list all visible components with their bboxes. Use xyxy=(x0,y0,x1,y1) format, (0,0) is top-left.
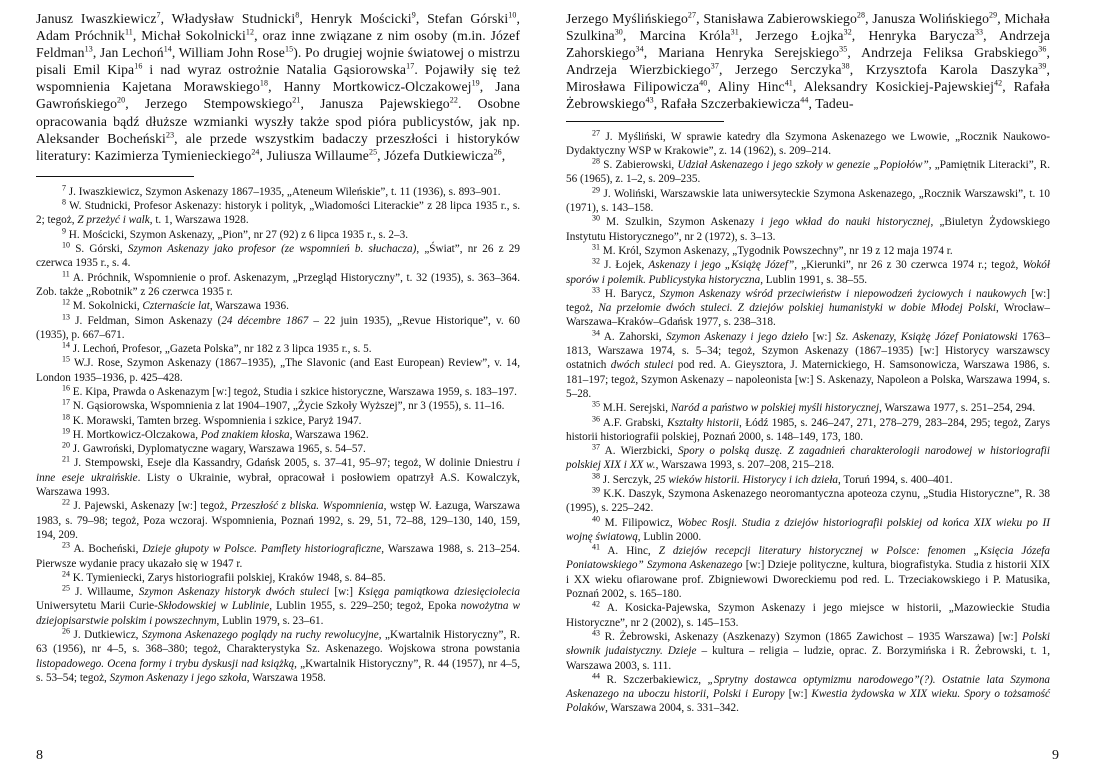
footnote-ref: 7 xyxy=(62,183,66,193)
footnote xyxy=(566,401,1050,415)
text-run: A. Zahorski, xyxy=(600,330,666,343)
footnote-ref: 39 xyxy=(1038,61,1047,71)
page-number-right: 9 xyxy=(1052,748,1059,763)
footnote xyxy=(566,470,1050,487)
text-run: , Lublin 1979, s. 23–61. xyxy=(216,614,324,627)
text-run: S. Górski, xyxy=(70,243,128,256)
footnote xyxy=(566,630,1050,673)
text-run: M. Sokolnicki, xyxy=(70,300,143,313)
italic-run: listopadowego. Ocena formy i trybu dyskusji nad książką xyxy=(36,657,295,670)
footnote xyxy=(566,287,1050,330)
italic-run: nowożytna w dziejopisarstwie polskim i powszechnym xyxy=(36,600,520,627)
footnote-ref: 28 xyxy=(592,156,600,166)
footnote-ref: 21 xyxy=(62,454,70,464)
footnote-ref: 13 xyxy=(62,311,70,321)
footnote xyxy=(36,299,520,313)
footnote xyxy=(566,513,1050,545)
footnote-ref: 12 xyxy=(245,27,255,37)
footnote-ref: 9 xyxy=(62,226,66,235)
text-run: , Wrocław–Warszawa–Kraków–Gdańsk 1977, s. 238–318. xyxy=(566,302,1050,329)
text-run: , Warszawa 1977, s. 251–254, 294. xyxy=(879,402,1036,415)
footnote xyxy=(566,258,1050,287)
italic-run: Szymon Askenazy i jego dzieło xyxy=(665,330,809,343)
text-run: , Warszawa 1936. xyxy=(209,300,289,313)
footnote-ref: 34 xyxy=(592,327,600,337)
italic-run: Udział Askenazego i jego szkoły w genezie „Popiołów” xyxy=(677,159,929,172)
footnote xyxy=(36,268,520,300)
footnote-ref: 33 xyxy=(592,285,600,295)
italic-run: Dzieje głupoty w Polsce. Pamflety historiograficzne xyxy=(142,543,382,556)
italic-run: Szymon Askenazy historyk dwóch stuleci xyxy=(138,586,330,599)
text-run: , Józefa Dutkiewicza xyxy=(377,147,494,163)
text-run: , Władysław Studnicki xyxy=(160,11,296,26)
footnote-ref: 19 xyxy=(471,78,480,88)
footnote-ref: 8 xyxy=(295,10,300,20)
text-run: . Listy o Ukrainie, wybrał, opracował i posłowiem opatrzył A.S. Kowalczyk, Warszawa 1993. xyxy=(36,471,520,499)
footnote-ref: 42 xyxy=(592,599,600,609)
footnote xyxy=(566,673,1050,716)
text-run: A.F. Grabski, xyxy=(600,416,668,429)
footnote-ref: 42 xyxy=(993,78,1003,88)
footnote xyxy=(566,413,1050,445)
text-run: , Warszawa 1988, s. 213–254. Pierwsze wydanie pracy ukazało się w 1947 r. xyxy=(36,543,520,570)
text-run: , wstęp W. Łazuga, Warszawa 1983, s. 79–98; tegoż, Poza wczoraj. Wspomnienia, Poznań 1992, s. 29, 51, 72–88, 129–130, 140, 159, 194, 209. xyxy=(36,500,521,541)
footnote-ref: 32 xyxy=(843,27,852,37)
text-run: K.K. Daszyk, Szymona Askenazego neoromantyczna apoteoza czynu, „Studia Historyczne”, R. 38 (1995), s. 225–242. xyxy=(566,487,1050,515)
text-run: , Henryka Barycza xyxy=(851,28,975,44)
footnote-ref: 17 xyxy=(406,61,415,71)
footnote-ref: 7 xyxy=(156,10,161,20)
text-run: , ale przede wszystkim badaczy przeszłości i historyków literatury: Kazimierza Tymienieckiego xyxy=(36,130,520,163)
text-run: , Toruń 1994, s. 400–401. xyxy=(838,473,953,486)
text-run: J. Łojek, xyxy=(600,259,649,272)
italic-run: Szymon Askenazy jako profesor (ze wspomnień b. słuchacza) xyxy=(127,243,417,256)
italic-run: Na przełomie dwóch stuleci. Z dziejów polskiej humanistyki w dobie Młodej Polski xyxy=(598,302,996,315)
footnote-ref: 27 xyxy=(592,127,600,137)
text-run: [w:] xyxy=(329,586,359,599)
text-run: J. Lechoń, Profesor, „Gazeta Polska”, nr 182 z 3 lipca 1935 r., s. 5. xyxy=(70,343,372,356)
text-run: , Jan Lechoń xyxy=(92,45,164,61)
text-run: , Michał Sokolnicki xyxy=(132,28,246,44)
text-run: , Mariana Henryka Serejskiego xyxy=(643,45,840,61)
footnote-separator xyxy=(566,121,724,122)
italic-run: 25 wieków historii. Historycy i ich dzieła xyxy=(654,473,839,486)
text-run: , Jerzego Stempowskiego xyxy=(125,96,293,112)
text-run: N. Gąsiorowska, Wspomnienia z lat 1904–1907, „Życie Szkoły Wyższej”, nr 3 (1955), s. 11–16. xyxy=(70,400,505,413)
footnote-ref: 31 xyxy=(730,27,739,37)
footnote xyxy=(36,228,520,242)
italic-run: Z dziejów recepcji literatury historycznej w Polsce: fenomen „Księcia Józefa Poniatowskiego” Szymona Askenazego xyxy=(566,545,1050,572)
footnote-ref: 40 xyxy=(592,513,600,523)
footnote-ref: 16 xyxy=(62,383,70,393)
text-run: , Tadeu- xyxy=(808,96,854,112)
text-run: A. Bocheński, xyxy=(70,543,143,556)
italic-run: Kwestia żydowska w XIX wieku. Spory o tożsamość Polaków xyxy=(566,688,1050,715)
footnote-ref: 26 xyxy=(493,147,502,157)
text-run: , „Kwartalnik Historyczny”, R. 63 (1956), nr 4–5, s. 368–380; tegoż, Charakterystyka Sz. Askenazego. Wojskowa strona powstania xyxy=(36,629,520,656)
footnote-ref: 21 xyxy=(292,95,301,105)
footnote-ref: 13 xyxy=(84,44,93,54)
text-run: i nad wyraz ostrożnie Natalia Gąsiorowska xyxy=(142,62,407,78)
text-run: , „Kwartalnik Historyczny”, R. 44 (1957), nr 4–5, s. 53–54; tegoż, xyxy=(36,657,520,684)
text-run: M. Szulkin, Szymon Askenazy xyxy=(600,216,761,229)
text-run: H. Mortkowicz-Olczakowa, xyxy=(70,428,201,441)
text-run: , „Pamiętnik Literacki”, R. 56 (1965), z. 1–2, s. 209–235. xyxy=(566,159,1050,186)
footnote-ref: 14 xyxy=(163,44,172,54)
text-run: Jerzego Myślińskiego xyxy=(566,11,688,26)
footnote xyxy=(36,499,520,542)
footnote-ref: 14 xyxy=(62,340,70,350)
footnote-ref: 44 xyxy=(800,95,809,105)
footnote-ref: 10 xyxy=(62,240,70,250)
footnote-ref: 25 xyxy=(368,147,378,157)
text-run: R. Szczerbakiewicz, xyxy=(600,673,708,686)
italic-run: „Sprytny dostawca optymizmu narodowego”(?). Ostatnie lata Szymona Askenazego na uboczu historii, Polski i Europy xyxy=(566,673,1051,701)
footnote-ref: 43 xyxy=(645,95,654,105)
text-run: , Mirosława Filipowicza xyxy=(566,62,1051,95)
text-run: . Pojawiły się też wspomnienia Kajetana Morawskiego xyxy=(36,62,521,95)
text-run: , Warszawa 1958. xyxy=(246,671,326,684)
footnote xyxy=(36,399,520,413)
italic-run: dwóch stuleci xyxy=(610,359,674,372)
footnote xyxy=(36,456,520,499)
footnote-ref: 35 xyxy=(592,399,600,409)
footnote-ref: 37 xyxy=(592,442,600,452)
text-run: , Krzysztofa Karola Daszyka xyxy=(849,62,1039,78)
italic-run: Sz. Askenazy, Książę Józef Poniatowski xyxy=(835,330,1018,343)
left-footnotes xyxy=(36,185,520,685)
text-run: . Osobne opracowania bądź dłuższe wzmianki wyszły także spod pióra publicystów, jak np. Aleksander Bocheński xyxy=(36,96,521,146)
footnote xyxy=(36,311,520,343)
text-run: H. Barycz, xyxy=(600,287,661,300)
footnote-ref: 23 xyxy=(62,540,70,550)
text-run: , Stefan Górski xyxy=(415,11,509,26)
footnote-ref: 22 xyxy=(449,95,458,105)
text-run: J. Feldman, Simon Askenazy ( xyxy=(70,314,222,327)
text-run: A. Wierzbicki, xyxy=(600,445,678,458)
text-run: , Hanny Mortkowicz-Olczakowej xyxy=(268,79,472,95)
right-page xyxy=(566,10,1050,716)
footnote-ref: 30 xyxy=(614,27,623,37)
text-run: , Adam Próchnik xyxy=(36,11,520,44)
footnote-ref: 22 xyxy=(62,497,70,507)
footnote-ref: 19 xyxy=(62,426,70,436)
text-run: , Henryk Mościcki xyxy=(299,11,412,26)
footnote xyxy=(36,411,520,428)
text-run: , Lublin 2000. xyxy=(637,530,702,543)
text-run: Janusz Iwaszkiewicz xyxy=(36,11,157,26)
text-run: M. Król, Szymon Askenazy, „Tygodnik Powszechny”, nr 19 z 12 maja 1974 r. xyxy=(600,244,953,257)
footnote-ref: 40 xyxy=(699,78,708,88)
left-page xyxy=(36,10,520,685)
text-run: K. Tymieniecki, Zarys historiografii polskiej, Kraków 1948, s. 84–85. xyxy=(70,571,386,584)
footnote xyxy=(566,244,1050,258)
text-run: , Rafała Żebrowskiego xyxy=(566,79,1050,112)
italic-run: i inne eseje ukraińskie xyxy=(36,457,520,484)
footnote xyxy=(566,215,1050,244)
text-run: , Andrzeja Feliksa Grabskiego xyxy=(847,45,1039,61)
text-run: M.H. Serejski, xyxy=(600,402,671,415)
footnote-ref: 12 xyxy=(62,297,70,307)
footnote-ref: 27 xyxy=(687,10,697,20)
footnote xyxy=(36,356,520,385)
italic-run: i jego wkład do nauki historycznej xyxy=(760,216,931,229)
footnote-ref: 34 xyxy=(635,44,644,54)
italic-run: Szymona Askenazego poglądy na ruchy rewolucyjne xyxy=(141,629,379,642)
italic-run: Szymon Askenazy wśród przeciwieństw i niepowodzeń życiowych i naukowych xyxy=(660,287,1027,300)
text-run: J. Myśliński, W sprawie katedry dla Szymona Askenazego we Lwowie, „Rocznik Naukowo-Dydaktyczny WSP w Krakowie”, z. 14 (1962), s. 209–214. xyxy=(566,130,1050,157)
footnote-ref: 38 xyxy=(592,470,600,480)
footnote-ref: 29 xyxy=(989,10,998,20)
footnote-ref: 29 xyxy=(592,185,600,195)
footnote xyxy=(36,385,520,399)
text-run: , Lublin 1991, s. 38–55. xyxy=(760,273,868,286)
text-run: M. Filipowicz, xyxy=(600,516,678,529)
text-run: , Stanisława Zabierowskiego xyxy=(696,11,857,26)
text-run: , Łódź 1985, s. 246–247, 271, 278–279, 283–284, 295; tegoż, Zarys historii historiografii polskiej, Poznań 2000, s. 148–149, 173, 180. xyxy=(566,416,1050,443)
text-run: ). Po drugiej wojnie światowej o mistrzu pisali Emil Kipa xyxy=(36,45,520,78)
text-run: A. Kosicka-Pajewska, Szymon Askenazy i jego miejsce w historii, „Mazowieckie Studia Historyczne”, nr 2 (2002), s. 145–153. xyxy=(566,602,1050,629)
footnote-ref: 16 xyxy=(134,61,143,71)
footnote-ref: 32 xyxy=(592,256,600,266)
text-run: , „Świat”, nr 26 z 29 czerwca 1935 r., s. 4. xyxy=(36,243,520,270)
footnote xyxy=(36,185,520,199)
footnote-ref: 36 xyxy=(1038,44,1047,54)
text-run: J. Iwaszkiewicz, Szymon Askenazy 1867–1935, „Ateneum Wileńskie”, t. 11 (1936), s. 893–901. xyxy=(66,185,501,198)
footnote-ref: 41 xyxy=(592,542,600,552)
text-run: , Janusza Pajewskiego xyxy=(300,96,450,112)
footnote-ref: 11 xyxy=(124,27,133,37)
text-run: J. Pajewski, Askenazy [w:] tegoż, xyxy=(70,500,231,513)
text-run: , Aleksandry Kosickiej-Pajewskiej xyxy=(792,79,994,95)
text-run: , Jerzego Serczyka xyxy=(719,62,842,78)
footnote xyxy=(36,342,520,356)
footnote xyxy=(36,571,520,585)
text-run: , oraz inne związane z nim osoby (m.in. Józef Feldman xyxy=(36,28,520,61)
text-run: [w:] xyxy=(784,688,812,701)
text-run: [w:] xyxy=(808,330,836,343)
text-run: – kultura – religia – ludzie, oprac. Z. Borzymińska i R. Żebrowski, t. 1, Warszawa 2003, s. 111. xyxy=(566,645,1050,672)
italic-run: Polski słownik judaistyczny. Dzieje xyxy=(566,630,1050,658)
footnote-ref: 15 xyxy=(62,354,70,364)
italic-run: Księga pamiątkowa dziesięciolecia xyxy=(358,586,520,599)
text-run: K. Morawski, Tamten brzeg. Wspomnienia i szkice, Paryż 1947. xyxy=(70,414,362,427)
footnote-ref: 37 xyxy=(710,61,719,71)
footnote-ref: 23 xyxy=(165,130,175,140)
footnote-ref: 11 xyxy=(62,268,70,278)
footnote-ref: 38 xyxy=(841,61,850,71)
footnote xyxy=(36,628,520,685)
footnote-ref: 25 xyxy=(62,583,70,593)
footnote xyxy=(566,127,1050,159)
page-number-left: 8 xyxy=(36,748,43,763)
italic-run: Czternaście lat xyxy=(142,300,210,313)
footnote xyxy=(36,242,520,271)
text-run: J. Gawroński, Dyplomatyczne wagary, Warszawa 1965, s. 54–57. xyxy=(70,443,366,456)
right-body-text xyxy=(566,10,1050,113)
text-run: 1763–1813, Warszawa 1974, s. 5–34; tegoż, Szymon Askenazy (1867–1935) [w:] Historycy warszawscy ostatnich xyxy=(566,330,1051,372)
footnote-ref: 20 xyxy=(117,95,126,105)
footnote-ref: 10 xyxy=(508,10,517,20)
italic-run: Pod znakiem kłoska xyxy=(200,428,290,441)
text-run: J. Dutkiewicz, xyxy=(70,629,142,642)
italic-run: Wokół sporów i polemik. Publicystyka historyczna xyxy=(566,259,1050,286)
text-run: J. Stempowski, Eseje dla Kassandry, Gdańsk 2005, s. 37–41, 95–97; tegoż, W dolinie Dniestru xyxy=(70,457,517,470)
text-run: – 22 juin 1935), „Revue Historique”, v. 60 (1935), p. 667–671. xyxy=(36,314,520,341)
footnote-ref: 33 xyxy=(974,27,984,37)
text-run: W.J. Rose, Szymon Askenazy (1867–1935), „The Slavonic (and East European) Review”, v. 14, London 1935–1936, p. 425–428. xyxy=(36,357,520,384)
footnote-ref: 36 xyxy=(592,413,600,423)
footnote-ref: 24 xyxy=(62,569,70,579)
text-run: W. Studnicki, Profesor Askenazy: historyk i polityk, „Wiadomości Literackie” z 28 lipca 1935 r., s. 2; tegoż, xyxy=(36,200,520,227)
footnote xyxy=(566,487,1050,516)
text-run: , Aliny Hinc xyxy=(707,79,785,95)
footnote-ref: 15 xyxy=(284,44,294,54)
text-run: J. Serczyk, xyxy=(600,473,655,486)
footnote xyxy=(566,444,1050,473)
text-run: , Andrzeja Wierzbickiego xyxy=(566,45,1050,78)
footnote-ref: 17 xyxy=(62,397,70,407)
text-run: , „Kierunki”, nr 26 z 30 czerwca 1974 r.; tegoż, xyxy=(794,259,1023,272)
footnote-ref: 26 xyxy=(62,626,70,636)
italic-run: Kształty historii xyxy=(667,416,740,429)
text-run: [w:] tegoż, xyxy=(566,287,1050,315)
right-footnotes xyxy=(566,127,1051,716)
footnote xyxy=(36,199,520,228)
text-run: A. Próchnik, Wspomnienie o prof. Askenazym, „Przegląd Historyczny”, t. 32 (1935), s. 363–364. Zob. także „Robotnik” z 26 czerwca 1935 r. xyxy=(36,271,520,298)
text-run: J. Woliński, Warszawskie lata uniwersyteckie Szymona Askenazego, „Rocznik Warszawski”, t. 10 (1971), s. 143–158. xyxy=(566,187,1050,215)
footnote xyxy=(36,585,520,628)
footnote-ref: 20 xyxy=(62,440,70,450)
text-run: , Rafała Szczerbakiewicza xyxy=(653,96,801,112)
footnote-ref: 8 xyxy=(62,197,66,207)
text-run: R. Żebrowski, Askenazy (Aszkenazy) Szymon (1865 Zawichost – 1935 Warszawa) [w:] xyxy=(600,630,1023,643)
text-run: , Warszawa 2004, s. 331–342. xyxy=(605,702,739,715)
text-run: , Lublin 1955, s. 229–250; tegoż, Epoka xyxy=(269,600,461,613)
footnote xyxy=(566,601,1050,630)
text-run: Uniwersytetu Marii Curie- xyxy=(36,600,158,613)
footnote-ref: 28 xyxy=(856,10,866,20)
text-run: , Michała Szulkina xyxy=(566,11,1050,44)
italic-run: Wobec Rosji. Studia z dziejów historiografii polskiej od końca XIX wieku po II wojnę światową xyxy=(566,516,1050,543)
footnote-ref: 39 xyxy=(592,485,600,495)
text-run: S. Zabierowski, xyxy=(600,159,678,172)
footnote xyxy=(566,544,1050,601)
italic-run: Askenazy i jego „Książę Józef” xyxy=(648,259,795,272)
italic-run: Z przeżyć i walk xyxy=(77,214,150,227)
text-run: A. Hinc, xyxy=(600,545,659,558)
text-run: , Jana Gawrońskiego xyxy=(36,79,521,112)
text-run: pod red. A. Gieysztora, J. Maternickiego, H. Samsonowicza, Warszawa 1986, s. 181–197; tegoż, Szymon Askenazy – napoleonista [w:] S. Askenazy, Napoleon a Polska, Warszawa 1994, s. 5–28. xyxy=(566,359,1050,400)
italic-run: Naród a państwo w polskiej myśli historycznej xyxy=(670,402,880,415)
footnote-ref: 35 xyxy=(839,44,848,54)
footnote xyxy=(36,428,520,442)
text-run: , Andrzeja Zahorskiego xyxy=(566,28,1051,61)
left-body-text xyxy=(36,10,520,164)
footnote-ref: 30 xyxy=(592,213,600,223)
footnote-ref: 18 xyxy=(62,411,70,421)
text-run: J. Willaume, xyxy=(70,586,139,599)
footnote-ref: 31 xyxy=(592,242,600,252)
footnote xyxy=(566,158,1050,187)
text-run: , Juliusza Willaume xyxy=(259,147,369,163)
footnote-separator xyxy=(36,176,194,177)
text-run: [w:] Dzieje polityczne, kultura, biografistyka. Studia z historii XIX i XX wieku ofiarowane prof. Zbigniewowi Dworeckiemu pod red. L. Trzeciakowskiego i P. Matusika, Poznań 2002, s. 165–180. xyxy=(566,559,1050,601)
text-run: H. Mościcki, Szymon Askenazy, „Pion”, nr 27 (92) z 6 lipca 1935 r., s. 2–3. xyxy=(66,228,408,241)
text-run: , William John Rose xyxy=(171,45,285,61)
footnote xyxy=(566,327,1051,401)
text-run: , xyxy=(501,147,506,163)
footnote-ref: 41 xyxy=(784,78,793,88)
footnote xyxy=(566,187,1050,216)
italic-run: 24 décembre 1867 xyxy=(221,314,309,327)
text-run: , Marcina Króla xyxy=(622,28,731,44)
footnote-ref: 9 xyxy=(411,10,416,20)
footnote xyxy=(36,442,520,456)
text-run: , Warszawa 1962. xyxy=(289,428,369,441)
italic-run: Spory o polską duszę. Z zagadnień charakterologii narodowej w historiografii polskiej XIX i XX w. xyxy=(566,445,1050,472)
text-run: E. Kipa, Prawda o Askenazym [w:] tegoż, Studia i szkice historyczne, Warszawa 1959, s. 183–197. xyxy=(70,386,517,398)
italic-run: Przeszłość z bliska. Wspomnienia xyxy=(230,500,384,513)
italic-run: Szymon Askenazy i jego szkoła xyxy=(109,671,247,684)
text-run: , t. 1, Warszawa 1928. xyxy=(149,214,249,227)
footnote xyxy=(36,542,520,571)
text-run: , „Biuletyn Żydowskiego Instytutu Historycznego”, nr 2 (1972), s. 3–13. xyxy=(566,216,1051,243)
footnote-ref: 18 xyxy=(259,78,269,88)
footnote-ref: 24 xyxy=(251,147,260,157)
text-run: , Warszawa 1993, s. 207–208, 215–218. xyxy=(655,459,835,472)
text-run: , Janusza Wolińskiego xyxy=(865,11,990,26)
italic-run: Skłodowskiej w Lublinie xyxy=(157,600,270,613)
footnote-ref: 43 xyxy=(592,628,600,638)
footnote-ref: 44 xyxy=(592,671,600,681)
text-run: , Jerzego Łojka xyxy=(738,28,844,44)
